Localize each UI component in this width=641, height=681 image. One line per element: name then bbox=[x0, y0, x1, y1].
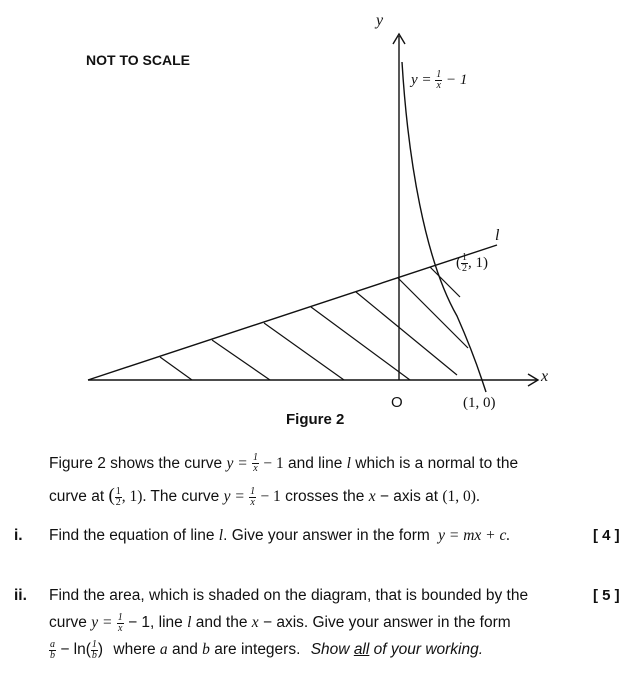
question-i-form: y = mx + c. bbox=[438, 527, 511, 544]
y-axis-label: y bbox=[376, 12, 384, 29]
question-ii-text bbox=[49, 582, 589, 663]
intro-x-var: x bbox=[368, 488, 376, 506]
question-ii-ln-den: b bbox=[91, 649, 97, 661]
intro-pt-open: ( bbox=[108, 485, 115, 507]
question-i-marks: [ 4 ] bbox=[593, 527, 620, 544]
point-upper-open: ( bbox=[456, 254, 461, 271]
origin-label: O bbox=[391, 394, 403, 411]
point-lower-label: (1, 0) bbox=[463, 395, 496, 411]
question-ii-eq-num: 1 bbox=[117, 611, 123, 623]
question-i-text-b: . Give your answer in the form bbox=[223, 527, 430, 544]
question-ii-eq-prefix: y = bbox=[91, 614, 113, 632]
question-ii-eq-suffix: − 1, line bbox=[128, 614, 183, 632]
question-ii-ln-close: ) bbox=[97, 641, 104, 659]
intro-eq2-suffix: − 1 bbox=[260, 488, 281, 506]
point-upper-fraction bbox=[461, 253, 468, 274]
curve-label-fraction bbox=[435, 70, 442, 91]
question-ii-label: ii. bbox=[14, 587, 27, 604]
intro-eq-fraction bbox=[252, 453, 259, 474]
question-ii-x-var: x bbox=[251, 614, 259, 632]
question-ii-a-var: a bbox=[159, 641, 168, 659]
curve bbox=[402, 62, 486, 392]
intro-pt-fraction bbox=[115, 487, 122, 508]
intro-eq-num: 1 bbox=[253, 452, 259, 464]
question-ii-ln-fraction bbox=[91, 640, 98, 661]
intro-text: and line bbox=[288, 455, 343, 472]
question-ii-curve-text: curve bbox=[49, 614, 87, 632]
intro-eq2-fraction bbox=[249, 487, 256, 508]
question-ii-text: are integers. bbox=[214, 641, 301, 659]
question-ii-line1: Find the area, which is shaded on the diagram, that is bounded by the bbox=[49, 587, 529, 604]
question-ii-b-var: b bbox=[202, 641, 210, 659]
intro-eq2-prefix: y = bbox=[223, 488, 245, 506]
question-i-line-var: l bbox=[218, 527, 224, 544]
question-ii-frac-a: a bbox=[50, 638, 55, 650]
question-ii-show: Show bbox=[310, 641, 350, 659]
curve-label bbox=[411, 70, 467, 91]
question-ii-ln-num: 1 bbox=[91, 638, 97, 650]
question-ii-eq-fraction bbox=[117, 613, 124, 634]
intro-paragraph bbox=[49, 450, 594, 512]
question-ii-text: − axis. Give your answer in the form bbox=[262, 614, 511, 632]
intro-eq-prefix: y = bbox=[226, 455, 248, 472]
question-ii-frac-b: b bbox=[50, 649, 55, 661]
question-ii-text: and the bbox=[195, 614, 248, 632]
curve-label-num: 1 bbox=[436, 69, 442, 80]
intro-text: crosses the bbox=[285, 488, 365, 506]
intro-eq-den: x bbox=[253, 463, 258, 475]
point-upper-rest: , 1) bbox=[468, 254, 488, 271]
intro-pt-den: 2 bbox=[115, 496, 121, 508]
question-ii-show-rest: of your working. bbox=[373, 641, 484, 659]
question-i-text-a: Find the equation of line bbox=[49, 527, 215, 544]
intro-text: The curve bbox=[150, 488, 220, 506]
intro-text: which is a normal to the bbox=[355, 455, 519, 472]
x-axis-label: x bbox=[541, 368, 549, 385]
intro-pt-rest: , 1). bbox=[121, 488, 147, 506]
figure-caption: Figure 2 bbox=[286, 411, 345, 428]
shaded-region-hatching bbox=[160, 267, 468, 380]
question-ii-form-fraction bbox=[49, 640, 56, 661]
intro-point: (1, 0). bbox=[442, 488, 480, 506]
point-upper-label bbox=[456, 253, 488, 274]
question-i-label: i. bbox=[14, 527, 23, 544]
question-ii-eq-den: x bbox=[118, 622, 123, 634]
curve-label-den: x bbox=[436, 80, 441, 91]
line-l-label: l bbox=[495, 227, 500, 244]
curve-label-suffix: − 1 bbox=[446, 71, 468, 88]
point-upper-num: 1 bbox=[462, 252, 467, 263]
intro-eq2-num: 1 bbox=[250, 485, 256, 497]
intro-line-var: l bbox=[346, 455, 351, 472]
question-ii-marks: [ 5 ] bbox=[593, 587, 620, 604]
intro-text: curve at bbox=[49, 488, 105, 506]
question-ii-ln: − ln( bbox=[60, 641, 91, 659]
question-ii-line-var: l bbox=[187, 614, 192, 632]
question-ii-text: where bbox=[113, 641, 156, 659]
intro-text: Figure 2 shows the curve bbox=[49, 455, 223, 472]
point-upper-den: 2 bbox=[462, 263, 467, 274]
intro-eq2-den: x bbox=[250, 496, 255, 508]
intro-pt-num: 1 bbox=[115, 485, 121, 497]
intro-text: − axis at bbox=[379, 488, 439, 506]
question-ii-show-all: all bbox=[353, 641, 370, 659]
question-i-text bbox=[49, 522, 510, 549]
intro-eq-suffix: − 1 bbox=[263, 455, 284, 472]
question-ii-text: and bbox=[171, 641, 198, 659]
curve-label-prefix: y = bbox=[411, 71, 432, 88]
not-to-scale-label: NOT TO SCALE bbox=[86, 52, 190, 68]
